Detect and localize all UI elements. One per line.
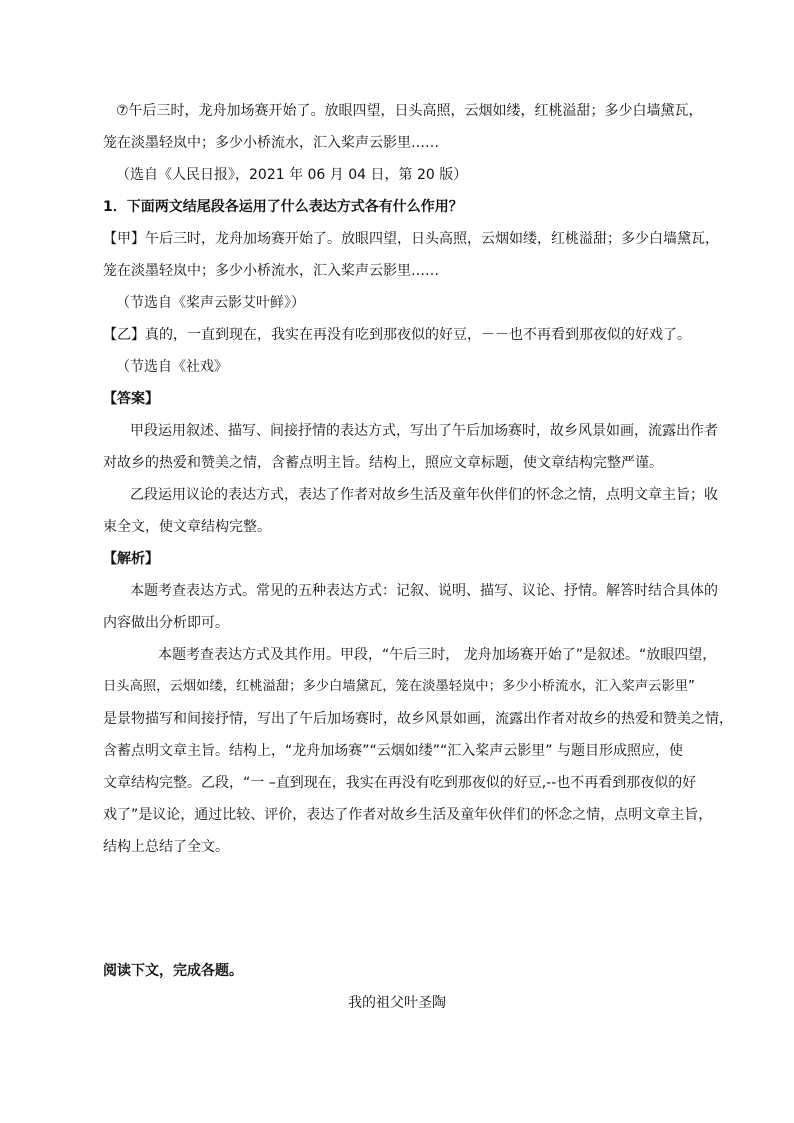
question-jia-line-2: 笼在淡墨轻岚中；多少小桥流水，汇入桨声云影里…… [103, 263, 439, 279]
answer-paragraph-1-line-1: 甲段运用叙述、描写、间接抒情的表达方式，写出了午后加场赛时，故乡风景如画，流露出作者 [130, 423, 718, 439]
answer-paragraph-2-line-2: 束全文，使文章结构完整。 [103, 519, 271, 535]
analysis-paragraph-1-line-1: 本题考查表达方式。常见的五种表达方式：记叙、说明、描写、议论、抒情。解答时结合具体的 [130, 583, 718, 599]
analysis-paragraph-2-line-7: 结构上总结了全文。 [103, 839, 229, 855]
analysis-paragraph-2-line-2: 日头高照，云烟如缕，红桃溢甜；多少白墙黛瓦，笼在淡墨轻岚中；多少小桥流水，汇入桨声云影里” [103, 679, 695, 694]
reading-instruction: 阅读下文，完成各题。 [103, 963, 243, 979]
article-title: 我的祖父叶圣陶 [348, 995, 446, 1011]
answer-label: 【答案】 [103, 391, 159, 407]
question-yi-source: （节选自《社戏》 [116, 359, 228, 375]
question-jia-source: （节选自《桨声云影艾叶鲜》） [116, 295, 305, 311]
answer-paragraph-2-line-1: 乙段运用议论的表达方式，表达了作者对故乡生活及童年伙伴们的怀念之情，点明文章主旨；收 [130, 487, 718, 503]
answer-paragraph-1-line-2: 对故乡的热爱和赞美之情，含蓄点明主旨。结构上，照应文章标题，使文章结构完整严谨。 [103, 455, 663, 471]
paragraph-7-source: （选自《人民日报》，2021 年 06 月 04 日，第 20 版） [116, 167, 468, 183]
paragraph-7-line-1: ⑦午后三时，龙舟加场赛开始了。放眼四望，日头高照，云烟如缕，红桃溢甜；多少白墙黛瓦， [116, 103, 703, 119]
analysis-paragraph-2-line-3: 是景物描写和间接抒情，写出了午后加场赛时，故乡风景如画，流露出作者对故乡的热爱和赞美之情， [103, 711, 733, 727]
analysis-paragraph-2-line-6: 戏了”是议论，通过比较、评价，表达了作者对故乡生活及童年伙伴们的怀念之情，点明文章主旨， [103, 807, 713, 823]
analysis-paragraph-1-line-2: 内容做出分析即可。 [103, 615, 229, 631]
analysis-label: 【解析】 [103, 551, 159, 567]
question-yi-line: 【乙】真的，一直到现在，我实在再没有吃到那夜似的好豆，－－也不再看到那夜似的好戏了。 [103, 327, 691, 343]
question-jia-line-1: 【甲】午后三时，龙舟加场赛开始了。放眼四望，日头高照，云烟如缕，红桃溢甜；多少白墙黛瓦， [103, 231, 719, 247]
paragraph-7-line-2: 笼在淡墨轻岚中；多少小桥流水，汇入桨声云影里…… [103, 135, 439, 151]
analysis-paragraph-2-line-4: 含蓄点明文章主旨。结构上，“龙舟加场赛”“云烟如缕”“汇入桨声云影里” 与题目形成照应，使 [103, 743, 683, 759]
analysis-paragraph-2-line-5: 文章结构完整。乙段，“一 –直到现在，我实在再没有吃到那夜似的好豆,--也不再看到那夜似的好 [103, 775, 697, 791]
question-title: 1．下面两文结尾段各运用了什么表达方式各有什么作用？ [103, 199, 463, 215]
analysis-paragraph-2-line-1: 本题考查表达方式及其作用。甲段，“午后三时， 龙舟加场赛开始了”是叙述。“放眼四望， [158, 647, 717, 663]
